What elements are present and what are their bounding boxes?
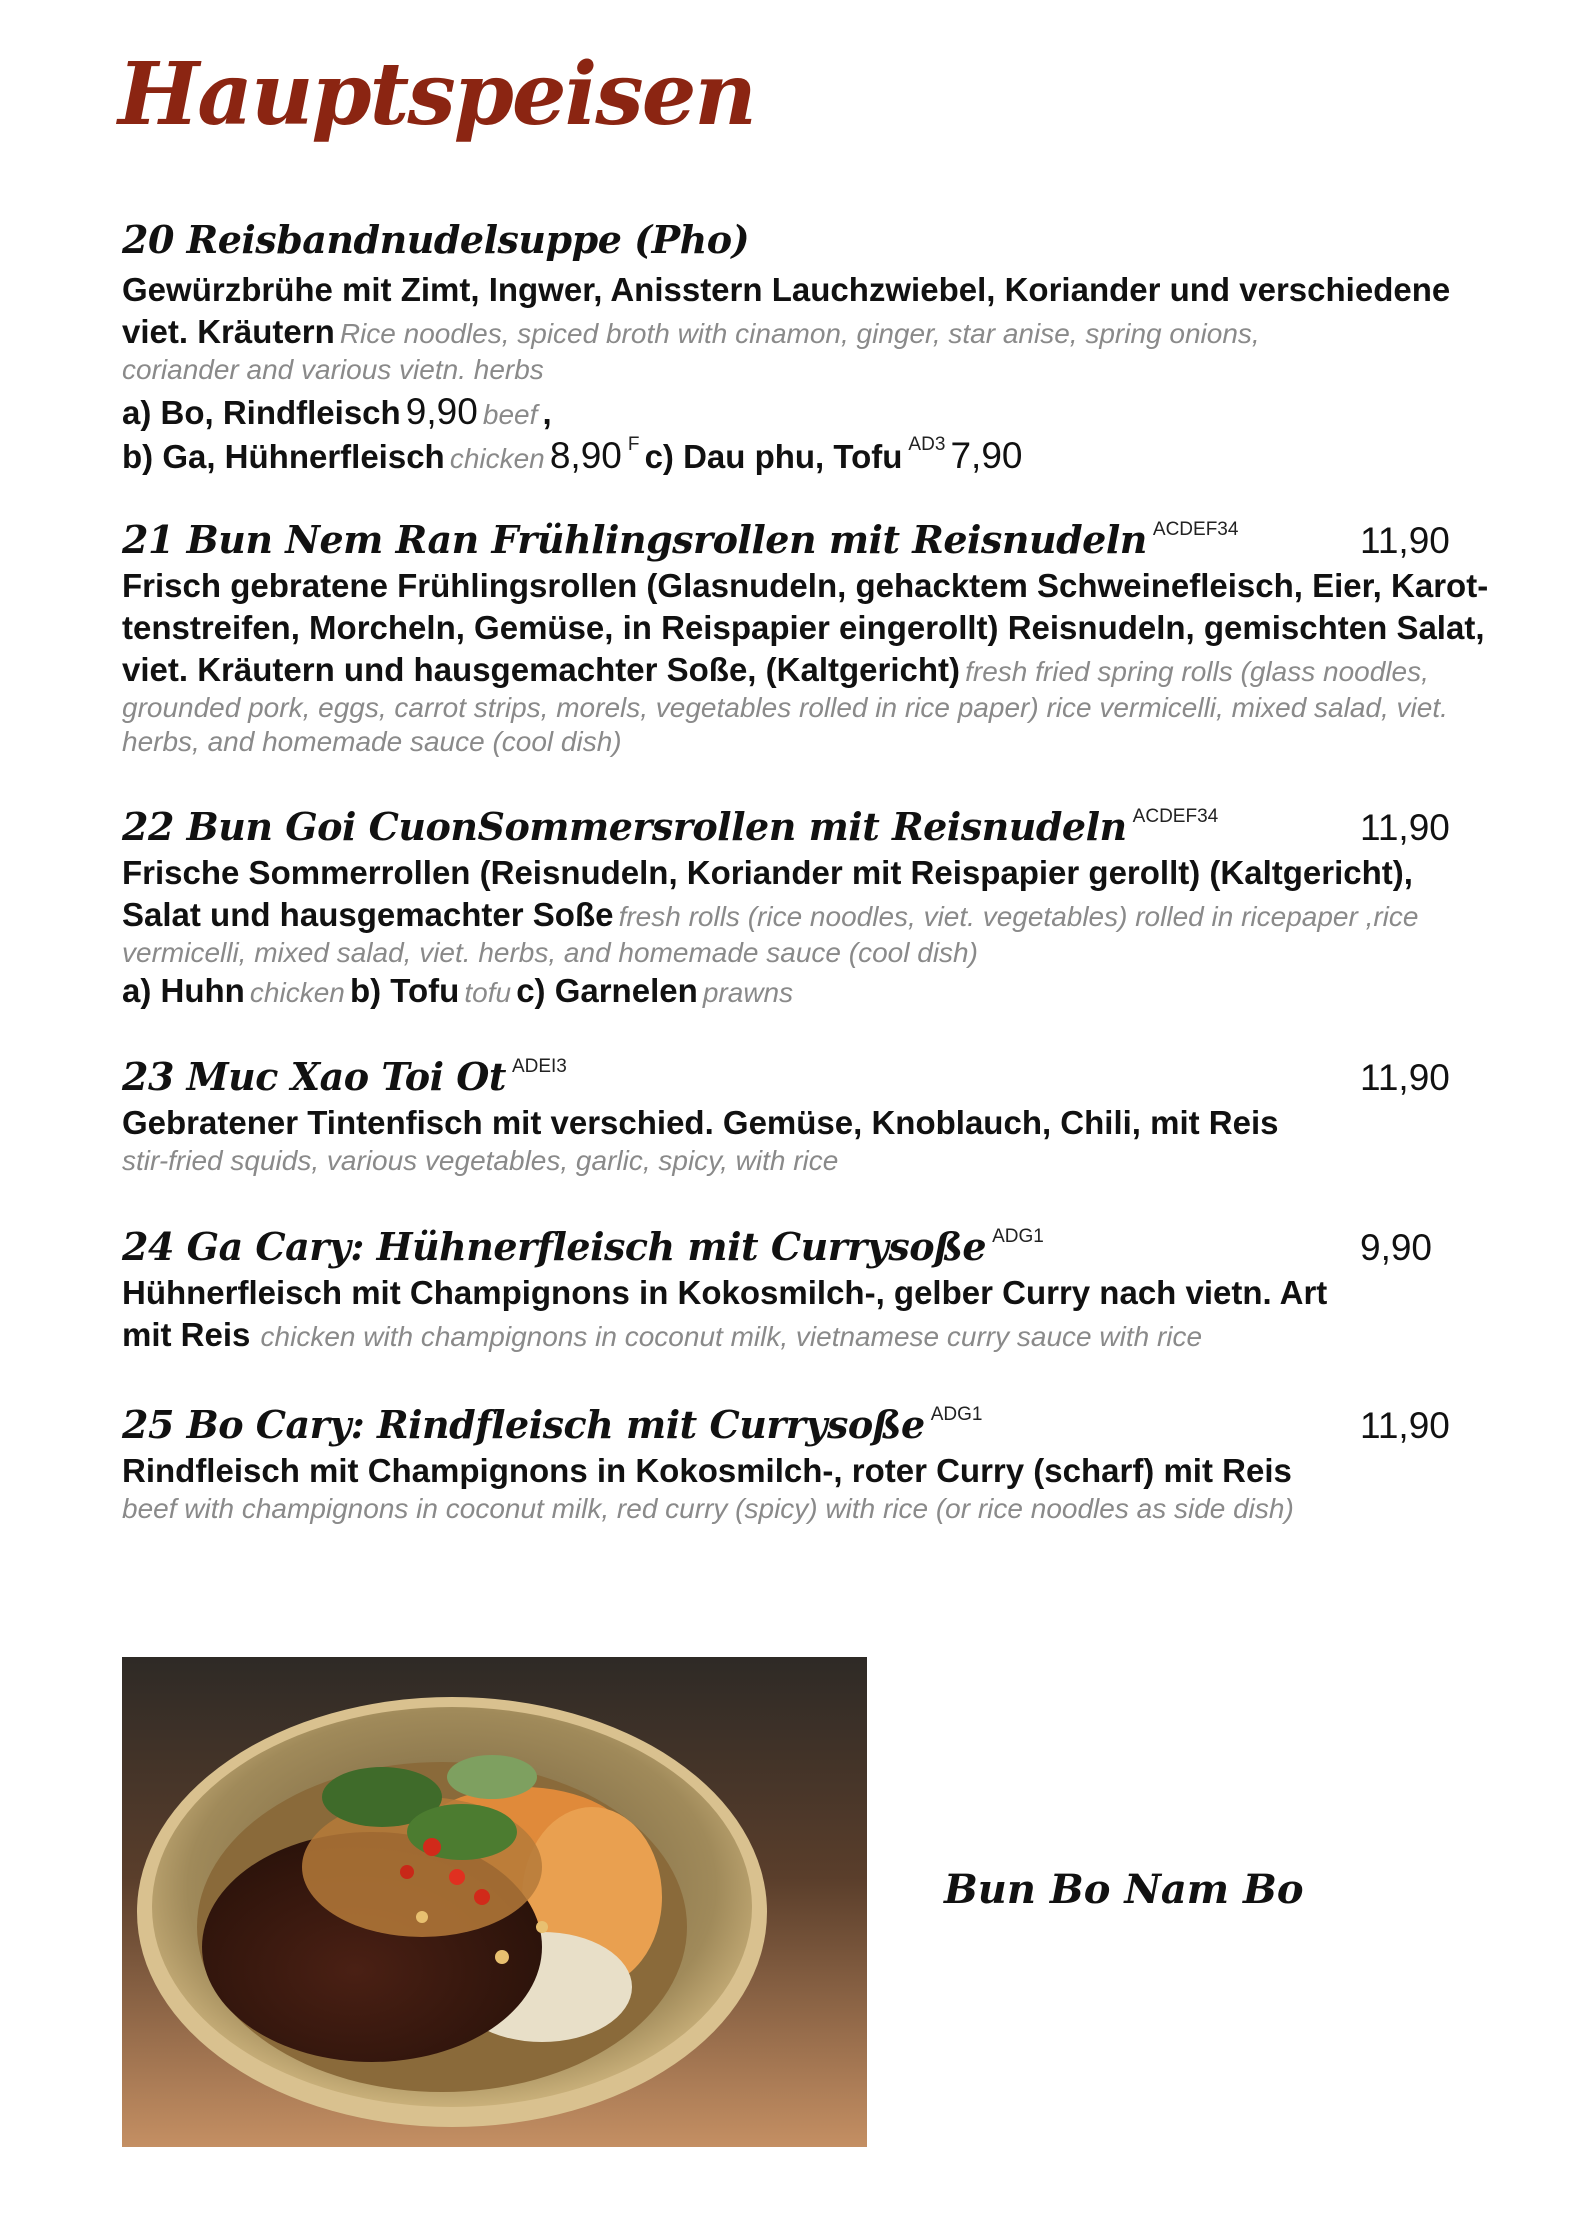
option-c-price: 7,90: [950, 435, 1023, 476]
dish-price: 11,90: [1360, 1057, 1450, 1098]
dish-description-en: vermicelli, mixed salad, viet. herbs, and homemade sauce (cool dish): [122, 937, 978, 968]
dish-description-de: Gebratener Tintenfisch mit verschied. Gemüse, Knoblauch, Chili, mit Reis: [122, 1104, 1279, 1141]
option-c-allergen: AD3: [908, 434, 946, 455]
option-c: c) Dau phu, Tofu: [644, 438, 903, 475]
option-a: a) Bo, Rindfleisch: [122, 394, 401, 431]
allergen-codes: ACDEF34: [1132, 806, 1219, 827]
option-b-price: 8,90: [549, 435, 622, 476]
dish-description-de: Salat und hausgemachter Soße: [122, 896, 614, 933]
dish-description-de: Hühnerfleisch mit Champignons in Kokosmilch-, gelber Curry nach vietn. Art: [122, 1274, 1328, 1311]
dish-description-de: viet. Kräutern: [122, 313, 335, 350]
dish-description-de: viet. Kräutern und hausgemachter Soße, (Kaltgericht): [122, 651, 960, 688]
menu-item-25: [122, 1400, 1482, 1526]
allergen-codes: ADEI3: [511, 1056, 567, 1077]
option-b-english: tofu: [464, 977, 512, 1008]
menu-item-20: [122, 215, 1482, 478]
option-b: b) Tofu: [349, 972, 460, 1009]
dish-photo: [122, 1657, 867, 2147]
option-a-english: beef: [482, 399, 538, 430]
allergen-codes: ADG1: [992, 1226, 1044, 1247]
dish-name: 22 Bun Goi CuonSommersrollen mit Reisnudeln: [122, 804, 1127, 849]
option-b: b) Ga, Hühnerfleisch: [122, 438, 445, 475]
dish-description-de: tenstreifen, Morcheln, Gemüse, in Reispapier eingerollt) Reisnudeln, gemischten Salat,: [122, 609, 1485, 646]
option-c-english: prawns: [702, 977, 794, 1008]
option-separator: ,: [542, 394, 552, 431]
dish-price: 11,90: [1360, 807, 1450, 848]
dish-description-en: Rice noodles, spiced broth with cinamon, ginger, star anise, spring onions,: [339, 318, 1260, 349]
dish-description-en: grounded pork, eggs, carrot strips, morels, vegetables rolled in rice paper) rice vermicelli, mixed salad, viet.: [122, 692, 1448, 723]
dish-description-en: fresh rolls (rice noodles, viet. vegetables) rolled in ricepaper ,rice: [618, 901, 1419, 932]
dish-description-en: chicken with champignons in coconut milk, vietnamese curry sauce with rice: [260, 1321, 1203, 1352]
option-b-allergen: F: [627, 434, 640, 455]
dish-description-de: Rindfleisch mit Champignons in Kokosmilch-, roter Curry (scharf) mit Reis: [122, 1452, 1292, 1489]
option-a-price: 9,90: [405, 391, 478, 432]
option-a-english: chicken: [249, 977, 345, 1008]
dish-name: 25 Bo Cary: Rindfleisch mit Currysoße: [122, 1402, 925, 1447]
dish-name: 21 Bun Nem Ran Frühlingsrollen mit Reisnudeln: [122, 517, 1147, 562]
dish-description-en: coriander and various vietn. herbs: [122, 354, 544, 385]
dish-name: 20 Reisbandnudelsuppe (Pho): [122, 217, 750, 262]
dish-price: 11,90: [1360, 520, 1450, 561]
dish-name: 23 Muc Xao Toi Ot: [122, 1054, 506, 1099]
photo-caption: Bun Bo Nam Bo: [944, 1866, 1304, 1913]
allergen-codes: ACDEF34: [1152, 519, 1239, 540]
dish-description-de: Frisch gebratene Frühlingsrollen (Glasnudeln, gehacktem Schweinefleisch, Eier, Karot-: [122, 567, 1489, 604]
dish-description-de: Gewürzbrühe mit Zimt, Ingwer, Anisstern Lauchzwiebel, Koriander und verschiedene: [122, 271, 1451, 308]
dish-description-de: Frische Sommerrollen (Reisnudeln, Koriander mit Reispapier gerollt) (Kaltgericht),: [122, 854, 1413, 891]
dish-description-de: mit Reis: [122, 1316, 251, 1353]
menu-item-22: [122, 802, 1482, 1012]
option-a: a) Huhn: [122, 972, 245, 1009]
dish-description-en: stir-fried squids, various vegetables, garlic, spicy, with rice: [122, 1145, 839, 1176]
menu-item-23: [122, 1052, 1482, 1178]
page-title: Hauptspeisen: [118, 44, 755, 145]
dish-price: 11,90: [1360, 1405, 1450, 1446]
dish-price: 9,90: [1360, 1227, 1433, 1268]
dish-name: 24 Ga Cary: Hühnerfleisch mit Currysoße: [122, 1224, 987, 1269]
option-c: c) Garnelen: [516, 972, 698, 1009]
dish-description-en: beef with champignons in coconut milk, red curry (spicy) with rice (or rice noodles as side dish): [122, 1493, 1294, 1524]
menu-item-21: [122, 515, 1489, 759]
allergen-codes: ADG1: [930, 1404, 983, 1425]
option-b-english: chicken: [449, 443, 545, 474]
menu-item-24: [122, 1222, 1482, 1356]
dish-description-en: fresh fried spring rolls (glass noodles,: [965, 656, 1429, 687]
dish-description-en: herbs, and homemade sauce (cool dish): [122, 726, 622, 757]
